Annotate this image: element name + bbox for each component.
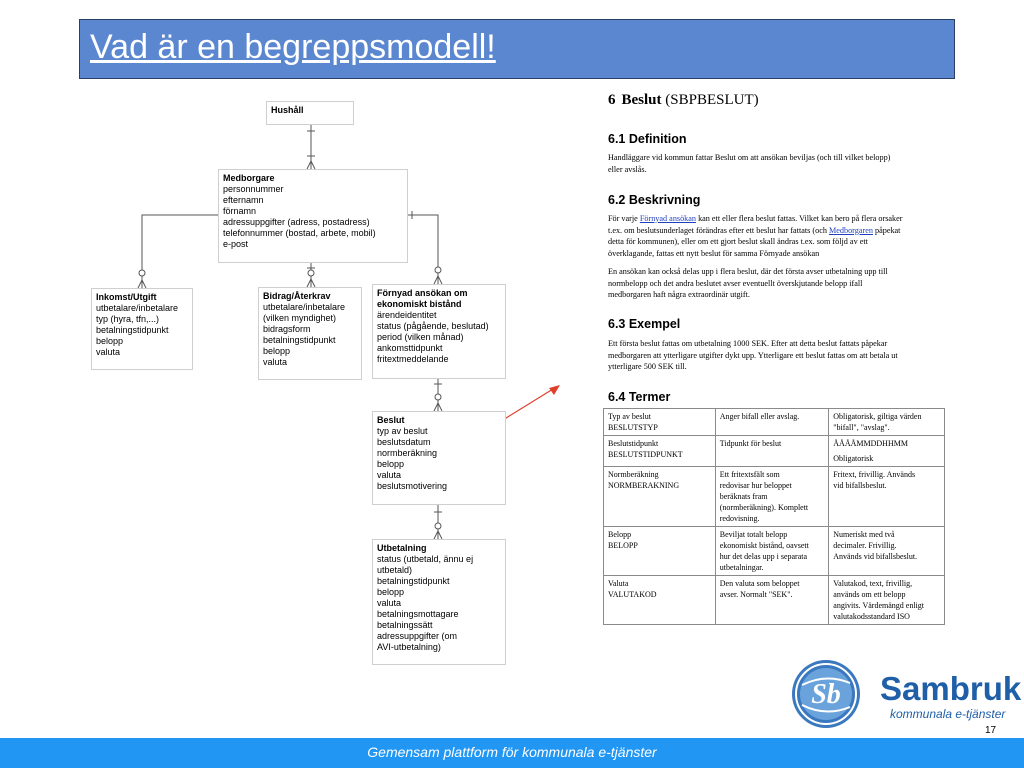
entity-attribute: valuta [263,357,288,367]
entity-utbetalning [372,539,506,665]
table-cell [715,576,829,625]
cell-line: vid bifallsbeslut. [833,481,887,490]
cell-line: BESLUTSTIDPUNKT [608,450,683,459]
entity-attribute: betalningstidpunkt [263,335,336,345]
section-example-text [608,338,954,373]
page-number: 17 [985,725,997,736]
cell-line: NORMBERAKNING [608,481,680,490]
cell-line: valutakodsstandard ISO [833,612,910,621]
cell-line: angivits. Värdemängd enligt [833,601,925,610]
table-row [604,576,945,625]
table-cell [715,467,829,527]
entity-attribute: adressuppgifter (om [377,631,458,641]
entity-attribute: ärendeidentitet [377,310,437,320]
table-cell [715,409,829,436]
slide-title: Vad är en begreppsmodell! [90,28,496,66]
cell-line: Obligatorisk [833,454,874,463]
table-cell [715,527,829,576]
entity-attribute: fritextmeddelande [377,354,449,364]
cell-line: Anger bifall eller avslag. [719,412,800,421]
cell-line: redovisning. [719,514,760,523]
cell-line: Fritext, frivillig. Används [833,470,916,479]
cell-line: (normberäkning). Komplett [719,503,809,512]
text-line: medborgaren att ytterligare utgifter dykt upp. Ytterligare ett beslut fattas om att betala ut [608,350,898,360]
text-part: För varje [608,214,640,223]
entity-attribute: bidragsform [263,324,311,334]
doc-heading [608,92,759,109]
entity-attribute: belopp [377,459,405,469]
entity-attribute: period (vilken månad) [377,332,464,342]
entity-attribute: utbetalare/inbetalare [96,303,179,313]
cell-line: används om ett belopp [833,590,906,599]
entity-attribute: betalningssätt [377,620,433,630]
cell-line: avser. Normalt "SEK". [719,590,793,599]
section-example-title: 6.3 Exempel [608,317,681,331]
entity-inkomst-utgift [91,288,193,370]
entity-attribute: beslutsmotivering [377,481,448,491]
entity-attribute: utbetalare/inbetalare [263,302,346,312]
cell-line: VALUTAKOD [608,590,657,599]
entity-title: Förnyad ansökan om [377,288,468,298]
entity-beslut [372,411,506,505]
text-line: överklagande, fattas ett nytt beslut för samma Förnyade ansökan [608,248,820,258]
text-line: eller avslås. [608,164,647,174]
table-cell [829,576,945,625]
cell-line: ÅÅÅÅMMDDHHMM [833,439,908,448]
entity-attribute: betalningstidpunkt [96,325,169,335]
table-cell [604,576,716,625]
entity-title: Inkomst/Utgift [96,292,157,302]
entity-attribute: valuta [377,470,402,480]
cell-line: Används vid bifallsbeslut. [833,552,918,561]
entity-attribute: belopp [263,346,291,356]
logo-name: Sambruk [880,670,1022,707]
entity-attribute: beslutsdatum [377,437,431,447]
table-row [604,436,945,467]
text-part: t.ex. om beslutsunderlaget förändras efter ett beslut har fattats (och [608,225,829,235]
entity-attribute: efternamn [223,195,264,205]
table-row [604,409,945,436]
entity-medborgare [218,169,408,263]
text-line: normbelopp och det andra beslutet avser eventuellt överskjutande belopp ifall [608,278,863,288]
logo-mark-text: Sb [811,679,841,710]
entity-bidrag-aterkrav [258,287,362,380]
text-part: kan ett eller flera beslut fattas. Vilket kan bero på flera orsaker [696,214,903,223]
entity-attribute: status (pågående, beslutad) [377,321,489,331]
section-definition-text [608,152,954,175]
terms-table [603,408,945,625]
footer-bar [0,738,1024,768]
cell-line: utbetalningar. [719,563,764,572]
link-fornyad-ansokan[interactable]: Förnyad ansökan [639,214,697,223]
heading-name: Beslut [621,92,662,108]
entity-title: Hushåll [271,105,304,115]
entity-title: Beslut [377,415,405,425]
link-medborgaren[interactable]: Medborgaren [828,225,873,235]
cell-line: beräknats fram [719,492,768,501]
cell-line: "bifall", "avslag". [833,423,890,432]
cell-line: Beslutstidpunkt [608,439,659,448]
text-line: ytterligare 500 SEK till. [608,362,687,371]
heading-number: 6 [608,92,616,108]
entity-attribute: normberäkning [377,448,438,458]
cell-line: Obligatorisk, giltiga värden [833,412,922,421]
text-line: Handläggare vid kommun fattar Beslut om att ansökan beviljas (och till vilket belopp) [608,153,891,162]
table-cell [604,409,716,436]
footer-text: Gemensam plattform för kommunala e-tjänster [367,744,657,760]
entity-attribute: betalningstidpunkt [377,576,450,586]
entity-fornyad-ansokan [372,284,506,379]
table-cell [604,467,716,527]
section-description-text [608,213,954,259]
table-cell [829,527,945,576]
entity-attribute: typ (hyra, tfn,...) [96,314,160,324]
cell-line: Valutakod, text, frivillig, [833,579,913,588]
entity-attribute: AVI-utbetalning) [377,642,441,652]
section-terms-title: 6.4 Termer [608,390,671,404]
table-cell [715,436,829,467]
entity-attribute: adressuppgifter (adress, postadress) [223,217,370,227]
section-description-title: 6.2 Beskrivning [608,193,701,207]
heading-code: (SBPBESLUT) [665,92,759,108]
cell-line: Den valuta som beloppet [719,579,800,588]
entity-attribute: valuta [96,347,121,357]
entity-title: Bidrag/Återkrav [263,291,331,301]
sambruk-logo-mark [790,655,862,733]
entity-attribute: förnamn [223,206,257,216]
table-cell [829,467,945,527]
section-description-text-2 [608,266,954,301]
entity-attribute: personnummer [223,184,284,194]
entity-title-line2: ekonomiskt bistånd [377,299,462,309]
entity-attribute: belopp [96,336,124,346]
table-row [604,467,945,527]
cell-line: hur det delas upp i separata [719,552,808,561]
text-line: detta för kommunen), eller om ett gjort beslut skall ändras t.ex. som följd av ett [608,237,868,246]
cell-line: BESLUTSTYP [608,423,658,432]
cell-line: Ett fritextsfält som [719,470,780,479]
entity-hushall [266,101,354,125]
entity-title: Utbetalning [377,543,427,553]
text-line: Ett första beslut fattas om utbetalning 1000 SEK. Efter att detta beslut fattats påpekar [608,339,888,348]
cell-line: Normberäkning [608,470,659,479]
entity-attribute: e-post [223,239,249,249]
table-cell [829,409,945,436]
section-definition-title: 6.1 Definition [608,132,687,146]
entity-attribute: ankomsttidpunkt [377,343,443,353]
cell-line: decimaler. Frivillig. [833,541,897,550]
cell-line: ekonomiskt bistånd, oavsett [719,541,809,550]
entity-title: Medborgare [223,173,275,183]
entity-attribute: valuta [377,598,402,608]
entity-attribute: telefonnummer (bostad, arbete, mobil) [223,228,376,238]
cell-line: redovisar hur beloppet [719,481,792,490]
cell-line: Belopp [608,530,632,539]
entity-attribute: (vilken myndighet) [263,313,337,323]
table-cell [604,436,716,467]
entity-attribute: betalningsmottagare [377,609,459,619]
logo-subtitle: kommunala e-tjänster [890,707,1006,721]
entity-attribute: typ av beslut [377,426,428,436]
table-row [604,527,945,576]
cell-line: Beviljat totalt belopp [719,530,788,539]
cell-line: Tidpunkt för beslut [719,439,782,448]
table-cell [604,527,716,576]
cell-line: Valuta [608,579,629,588]
cell-line: BELOPP [608,541,638,550]
cell-line: Numeriskt med två [833,530,895,539]
table-cell [829,436,945,467]
entity-attribute: utbetald) [377,565,413,575]
text-line: En ansökan kan också delas upp i flera beslut, där det första avser utbetalning upp till [608,267,888,276]
cell-line: Typ av beslut [608,412,651,421]
text-part: påpekat [872,225,901,235]
text-line: medborgaren haft några extraordinär utgift. [608,290,750,299]
entity-attribute: belopp [377,587,405,597]
entity-attribute: status (utbetald, ännu ej [377,554,474,564]
